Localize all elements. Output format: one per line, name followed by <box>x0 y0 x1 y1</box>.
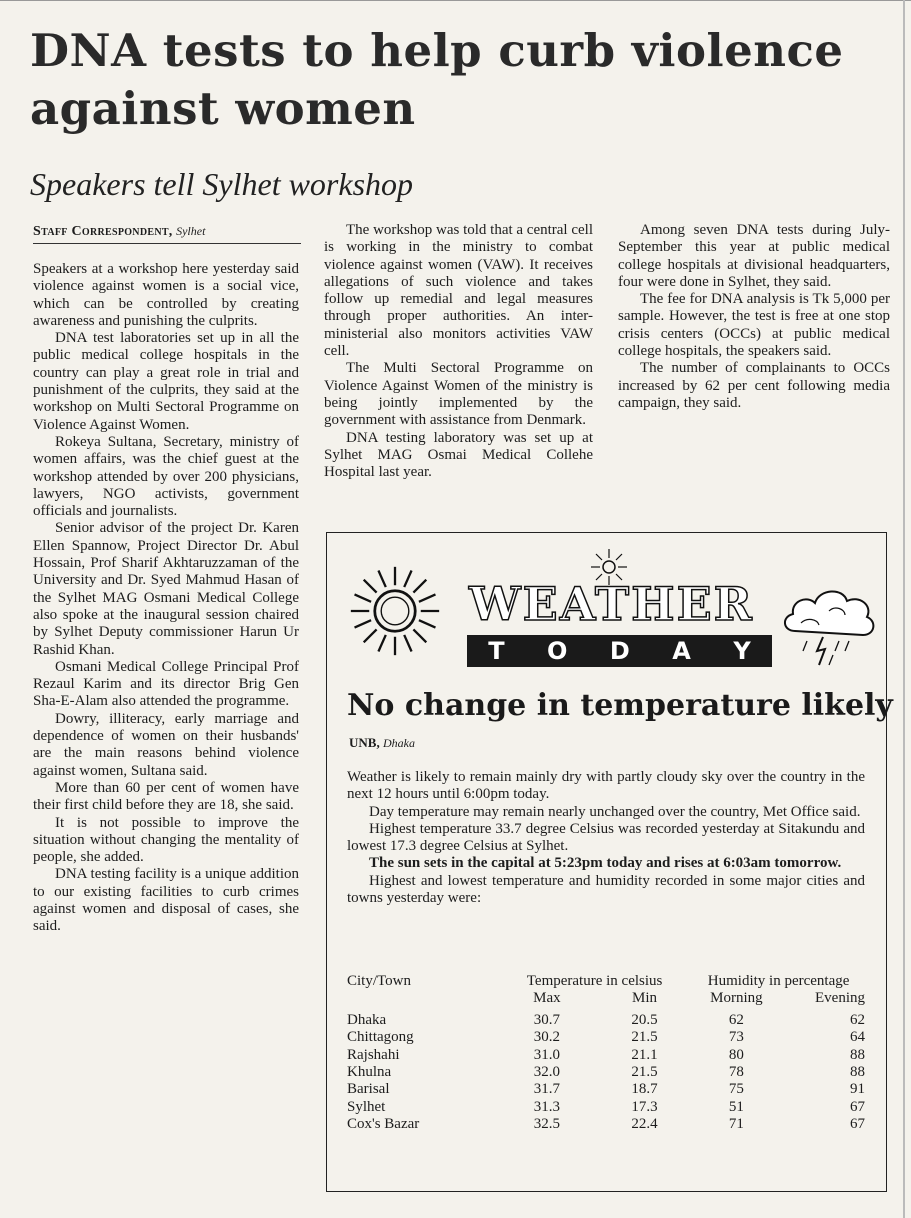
weather-paragraph: Weather is likely to remain mainly dry with partly cloudy sky over the country in the next 12 hours until 6:00pm today. <box>347 769 865 803</box>
min-cell: 21.5 <box>631 1029 658 1046</box>
weather-box <box>326 532 893 1192</box>
table-row <box>347 1029 865 1046</box>
morning-cell: 75 <box>728 1081 744 1098</box>
article-paragraph: Rokeya Sultana, Secretary, ministry of women affairs, was the chief guest at the workshop attended by over 200 physicians, lawyers, NGO activists, government officials and journalists. <box>33 433 299 520</box>
evening-cell: 62 <box>850 1011 865 1028</box>
max-cell: 31.7 <box>533 1081 561 1098</box>
article-paragraph: More than 60 per cent of women have their first child before they are 18, she said. <box>33 779 299 814</box>
morning-cell: 62 <box>728 1011 744 1028</box>
table-row <box>347 1047 865 1064</box>
max-cell: 32.5 <box>533 1116 561 1133</box>
article-paragraph: Dowry, illiteracy, early marriage and dependence of women on their husbands' are the main reasons behind violence against women, Sultana said. <box>33 710 299 779</box>
table-row <box>347 1064 865 1081</box>
city-cell: Rajshahi <box>347 1046 400 1063</box>
morning-cell: 51 <box>728 1098 744 1115</box>
today-letter: Y <box>733 637 751 665</box>
sun-icon <box>349 565 441 657</box>
weather-title: No change in temperature likely <box>347 688 893 723</box>
article-paragraph: Among seven DNA tests during July-September this year at public medical college hospitals at divisional headquarters, four were done in Sylhet, they said. <box>618 222 890 290</box>
evening-cell: 64 <box>850 1029 865 1046</box>
temperature-header: Temperature in celsius <box>526 973 663 989</box>
city-cell: Khulna <box>347 1064 392 1081</box>
city-cell: Cox's Bazar <box>347 1116 420 1133</box>
article-paragraph: Senior advisor of the project Dr. Karen Ellen Spannow, Project Director Dr. Abul Hossain, Prof Sharif Akhtaruzzaman of the University and Dr. Syed Mahmud Hasan of the Sylhet MAG Osmani Medical College also spoke at the inaugural session chaired by Sylhet Deputy commissioner Harun Ur Rashid Khan. <box>33 520 299 658</box>
subheadline: Speakers tell Sylhet workshop <box>30 166 414 202</box>
article-paragraph: DNA testing laboratory was set up at Sylhet MAG Osmai Medical Collehe Hospital last year. <box>324 429 593 481</box>
evening-cell: 67 <box>850 1116 865 1133</box>
city-header: City/Town <box>347 973 411 989</box>
evening-header: Evening <box>815 990 865 1007</box>
article-column-2 <box>324 222 593 481</box>
weather-brand: WEATHER <box>469 577 754 631</box>
article-column-3 <box>618 222 890 412</box>
max-cell: 32.0 <box>533 1064 561 1081</box>
morning-header: Morning <box>710 990 763 1007</box>
weather-table <box>347 973 865 1134</box>
evening-cell: 88 <box>850 1046 865 1063</box>
min-cell: 21.5 <box>631 1064 658 1081</box>
article-paragraph: The fee for DNA analysis is Tk 5,000 per sample. However, the test is free at one stop crisis centers (OCCs) at public medical college hospitals, the speakers said. <box>618 291 890 360</box>
today-letter: O <box>547 637 568 665</box>
city-cell: Sylhet <box>347 1098 386 1115</box>
byline-place: Sylhet <box>176 224 206 238</box>
today-letter: A <box>672 637 691 665</box>
evening-cell: 91 <box>850 1081 865 1098</box>
weather-text <box>347 769 865 907</box>
headline: DNA tests to help curb violence against women <box>30 24 844 135</box>
weather-paragraph: Day temperature may remain nearly unchanged over the country, Met Office said. <box>369 803 861 820</box>
max-cell: 31.0 <box>533 1046 561 1063</box>
weather-byline <box>349 735 415 751</box>
article-column-1 <box>33 261 299 936</box>
weather-table-body <box>347 1008 865 1134</box>
weather-paragraph: The sun sets in the capital at 5:23pm today and rises at 6:03am tomorrow. <box>369 855 842 872</box>
article-paragraph: DNA test laboratories set up in all the public medical college hospitals in the country can play a great role in trial and punishment of the culprits, they said at the workshop on Multi Sectoral Programme on Violence Against Women. <box>33 330 299 433</box>
byline-author: Staff Correspondent, <box>33 224 173 239</box>
weather-paragraph: Highest temperature 33.7 degree Celsius was recorded yesterday at Sitakundu and lowest 17.3 degree Celsius at Sylhet. <box>347 820 865 855</box>
min-header: Min <box>632 990 658 1007</box>
storm-cloud-icon <box>777 581 881 671</box>
byline <box>33 224 301 244</box>
article-paragraph: It is not possible to improve the situation without changing the mentality of people, she added. <box>33 814 299 866</box>
weather-banner <box>337 547 877 677</box>
city-cell: Barisal <box>347 1081 390 1098</box>
min-cell: 21.1 <box>631 1046 658 1063</box>
table-row <box>347 1116 865 1133</box>
morning-cell: 73 <box>728 1029 744 1046</box>
max-cell: 30.7 <box>533 1011 561 1028</box>
article-paragraph: Osmani Medical College Principal Prof Rezaul Karim and its director Brig Gen Sha-E-Alam also attended the programme. <box>33 658 299 710</box>
max-cell: 30.2 <box>533 1029 561 1046</box>
min-cell: 17.3 <box>631 1098 658 1115</box>
min-cell: 20.5 <box>631 1011 658 1028</box>
table-row <box>347 1099 865 1116</box>
min-cell: 18.7 <box>631 1081 658 1098</box>
article-paragraph: The workshop was told that a central cell is working in the ministry to combat violence against women (VAW). It receives allegations of such violence and takes follow up remedial and legal measures through proper authorities. An inter-ministerial also monitors activities VAW cell. <box>324 222 594 360</box>
max-header: Max <box>533 990 561 1007</box>
morning-cell: 71 <box>728 1116 744 1133</box>
weather-place: Dhaka <box>382 736 415 750</box>
today-bar <box>467 635 772 667</box>
city-cell: Chittagong <box>347 1029 414 1046</box>
morning-cell: 78 <box>728 1064 744 1081</box>
table-row <box>347 1008 865 1029</box>
table-row <box>347 1081 865 1098</box>
top-rule <box>0 0 911 5</box>
weather-agency: UNB, <box>349 735 380 750</box>
article-paragraph: Speakers at a workshop here yesterday said violence against women is a social vice, which can be controlled by creating awareness and punishing the culprits. <box>33 261 299 329</box>
evening-cell: 88 <box>850 1064 865 1081</box>
article-paragraph: The Multi Sectoral Programme on Violence Against Women of the ministry is being jointly implemented by the government with assistance from Denmark. <box>324 360 593 429</box>
today-letter: T <box>488 637 505 665</box>
min-cell: 22.4 <box>631 1116 658 1133</box>
today-letter: D <box>609 637 630 665</box>
article-paragraph: DNA testing facility is a unique addition to our existing facilities to curb crimes against women and disposal of cases, she said. <box>33 866 299 935</box>
right-rule <box>903 0 905 1218</box>
article-paragraph: The number of complainants to OCCs increased by 62 per cent following media campaign, they said. <box>618 360 890 411</box>
city-cell: Dhaka <box>347 1011 387 1028</box>
humidity-header: Humidity in percentage <box>707 973 850 989</box>
morning-cell: 80 <box>728 1046 744 1063</box>
evening-cell: 67 <box>850 1098 865 1115</box>
max-cell: 31.3 <box>533 1098 561 1115</box>
weather-paragraph: Highest and lowest temperature and humidity recorded in some major cities and towns yesterday were: <box>347 872 865 907</box>
